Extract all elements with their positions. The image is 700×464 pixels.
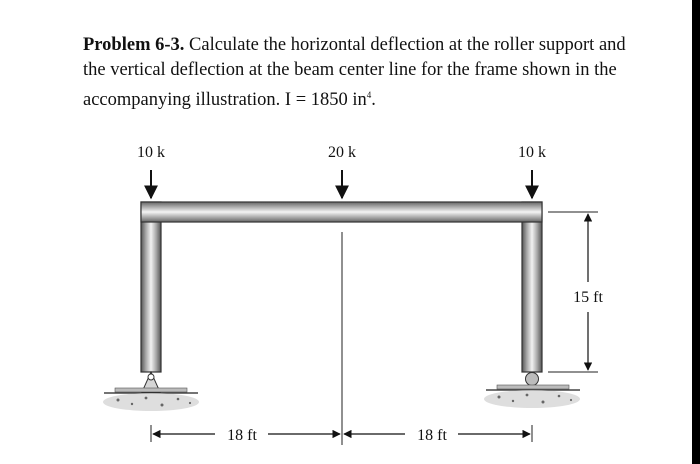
roller-support <box>484 373 580 409</box>
inertia-exponent: 4 <box>366 90 372 100</box>
center-load-label: 20 k <box>328 144 356 161</box>
left-load-label: 10 k <box>137 144 165 161</box>
load-arrows <box>151 170 532 198</box>
top-beam <box>141 202 542 222</box>
height-label: 15 ft <box>573 289 603 306</box>
pin-support <box>103 372 199 411</box>
right-span-label: 18 ft <box>417 427 447 444</box>
right-load-label: 10 k <box>518 144 546 161</box>
left-span-label: 18 ft <box>227 427 257 444</box>
edge-bar <box>692 0 700 464</box>
left-column <box>141 202 161 372</box>
problem-end: . <box>371 90 376 111</box>
problem-body: Calculate the horizontal deflection at the roller support and the vertical deflection at the beam center line for the frame shown in the accompanying illustration. I = 1850 in <box>83 35 626 111</box>
problem-label: Problem 6-3. <box>83 35 185 55</box>
right-column <box>522 202 542 372</box>
